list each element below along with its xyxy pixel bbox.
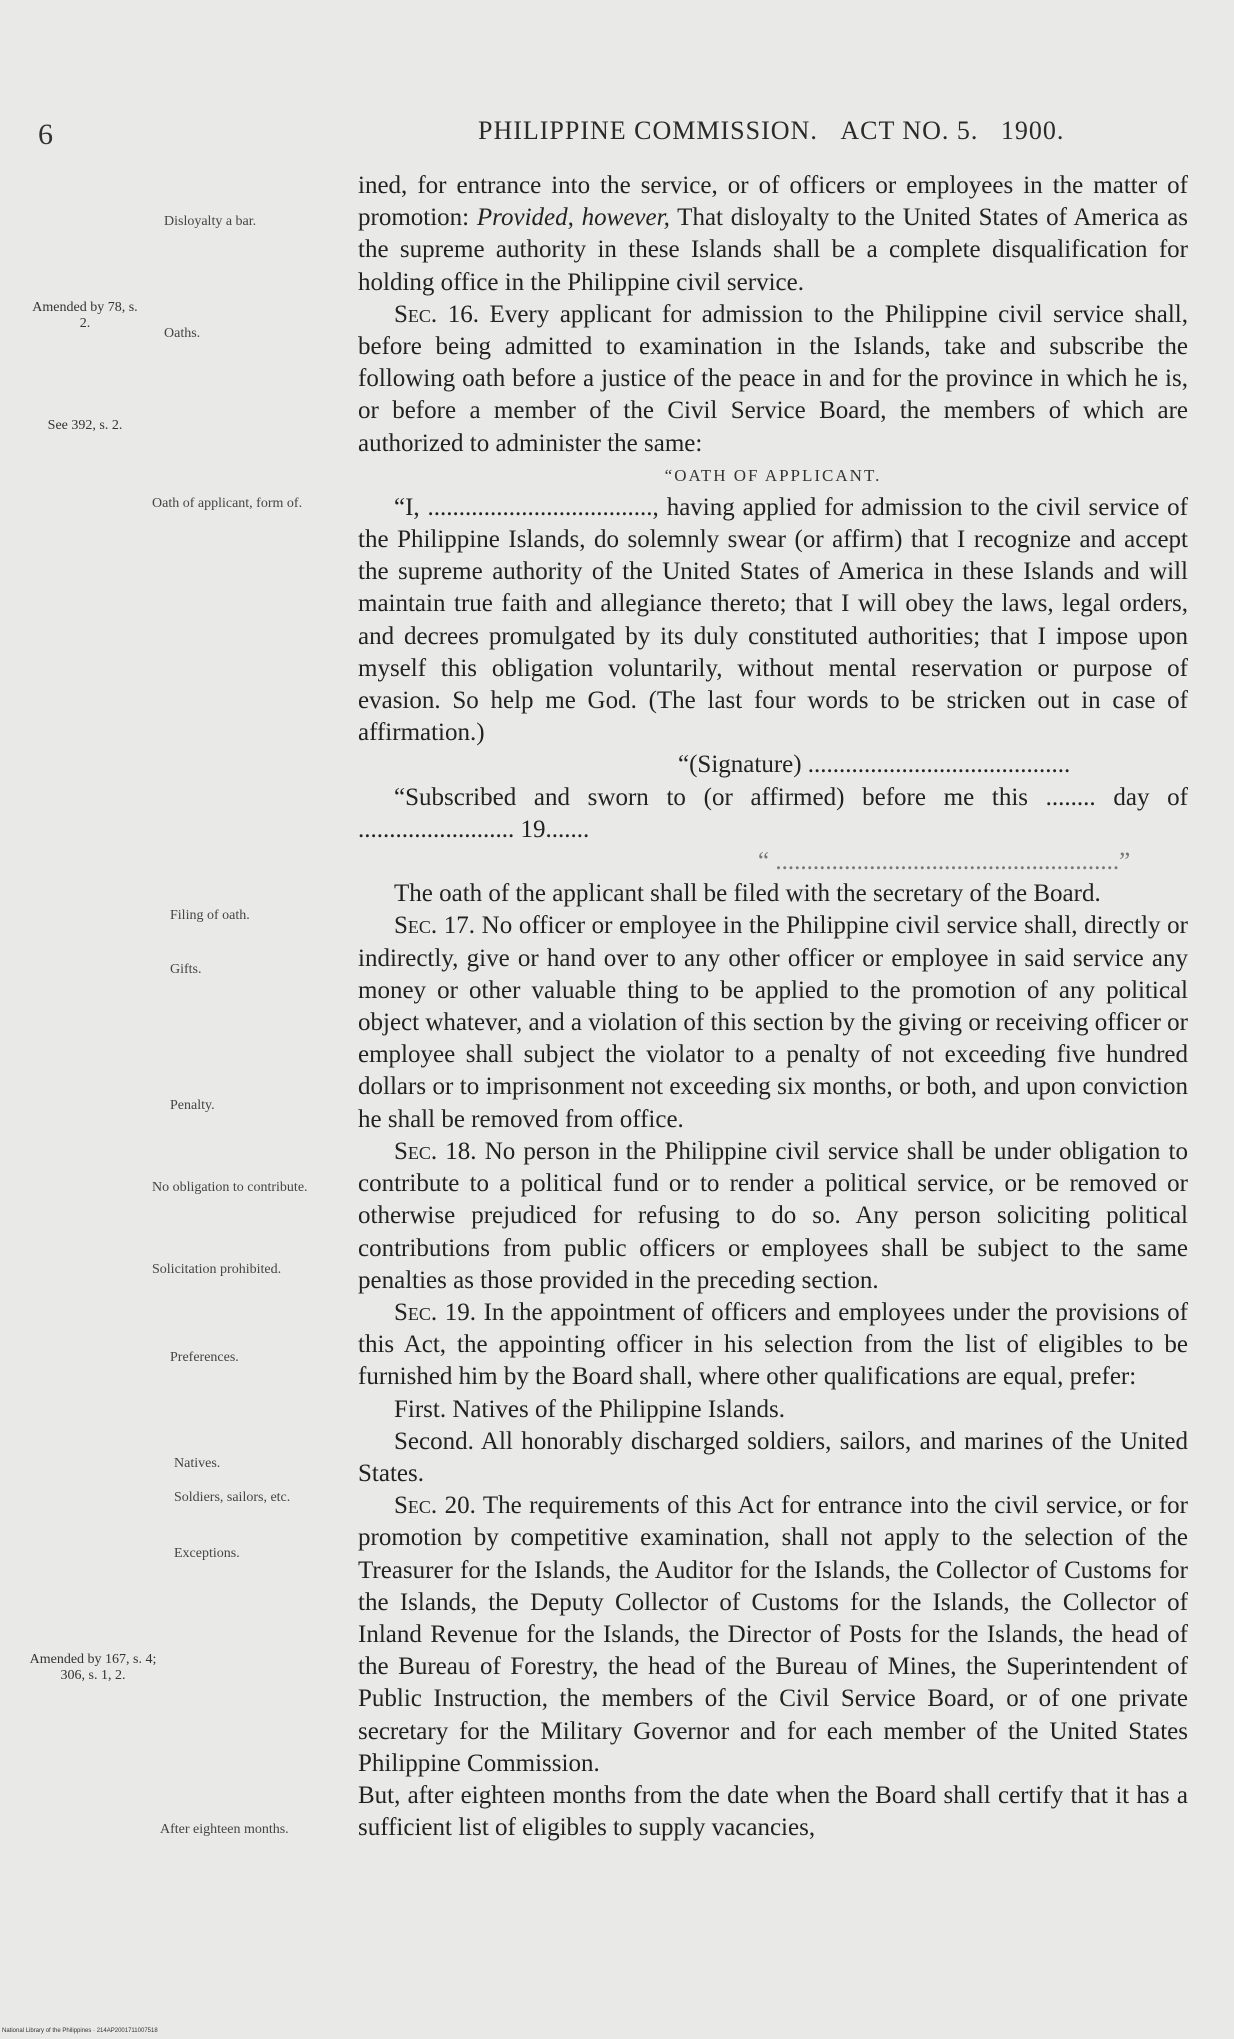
running-header — [478, 116, 1078, 146]
paragraph-text: That disloyalty to the United States of America as the supreme authority in these Islands shall be a complete disqualification for holding office in the Philippine civil service. — [358, 204, 1189, 296]
side-note-soldiers: Soldiers, sailors, etc. — [174, 1490, 291, 1505]
oath-heading: “OATH OF APPLICANT. — [664, 465, 882, 485]
blank-signature-line: “ .......................................................” — [758, 848, 1131, 876]
page-number: 6 — [38, 118, 53, 151]
side-note-gifts: Gifts. — [170, 962, 202, 977]
section-text: In the appointment of officers and employees under the provisions of this Act, the appointing officer in his selection from the list of eligibles to be furnished him by the Board shall, where other qualifications are equal, prefer: — [358, 1298, 1189, 1391]
paragraph-text: ined, for entrance into the service, or of officers or employees in the matter of promotion: — [358, 172, 1188, 232]
margin-note-see-392: See 392, s. 2. — [47, 418, 123, 433]
side-note-oaths: Oaths. — [164, 326, 201, 341]
side-note-natives: Natives. — [174, 1456, 221, 1471]
act-year: 1900. — [1000, 116, 1065, 145]
act-number: ACT NO. 5. — [840, 116, 979, 145]
section-19 — [358, 1297, 1188, 1394]
section-text: No officer or employee in the Philippine civil service shall, directly or indirectly, give or hand over to any other officer or employee in said service any money or other valuable thing to be applied to the promotion of any political object whatever, and a violation of this section by the giving or receiving officer or employee shall subject the violator to a penalty of not exceeding five hundred dollars or to imprisonment not exceeding six months, or both, and upon conviction he shall be removed from office. — [358, 912, 1188, 1133]
margin-note-amended-78: Amended by 78, s. 2. — [32, 300, 138, 331]
section-label: Sec. 16. — [394, 300, 479, 328]
paragraph-continuation — [358, 170, 1188, 299]
side-note-oath-form: Oath of applicant, form of. — [152, 496, 303, 511]
preference-second: Second. All honorably discharged soldiers, sailors, and marines of the United States. — [358, 1427, 1188, 1487]
side-note-penalty: Penalty. — [170, 1098, 215, 1113]
section-text: No person in the Philippine civil service shall be under obligation to contribute to a political fund or to render a political service, or be removed or otherwise prejudiced for refusing to do so. Any person soliciting political contributions from public officers or employees shall be subject to the same penalties as those provided in the preceding section. — [358, 1137, 1188, 1294]
after-eighteen-paragraph: But, after eighteen months from the date when the Board shall certify that it has a sufficient list of eligibles to supply vacancies, — [358, 1781, 1188, 1842]
section-text: Every applicant for admission to the Philippine civil service shall, before being admitted to examination in the Islands, take and subscribe the following oath before a justice of the peace in and for the province in which he is, or before a member of the Civil Service Board, the members of which are authorized to administer the same: — [358, 300, 1189, 457]
body-text — [358, 170, 1188, 1844]
section-label: Sec. 20. — [394, 1492, 476, 1520]
subscribed-line: “Subscribed and sworn to (or affirmed) before me this ........ day of ......................... 19....... — [358, 783, 1188, 843]
scan-credit: National Library of the Philippines · 214AP2001711007518 — [2, 2028, 158, 2034]
section-18 — [358, 1136, 1188, 1297]
side-note-after-eighteen: After eighteen months. — [160, 1822, 289, 1837]
proviso-italic: Provided, however, — [476, 204, 670, 232]
filing-paragraph: The oath of the applicant shall be filed with the secretary of the Board. — [394, 880, 1101, 908]
side-note-exceptions: Exceptions. — [174, 1546, 240, 1561]
section-20 — [358, 1490, 1188, 1780]
side-note-solicitation: Solicitation prohibited. — [152, 1262, 282, 1277]
oath-text: “I, ...................................., having applied for admission to the civil service of the Philippine Islands, do solemnly swear (or affirm) that I recognize and accept the supreme authority of the United States of America in these Islands and will maintain true faith and allegiance thereto; that I will obey the laws, legal orders, and decrees promulgated by its duly constituted authorities; that I impose upon myself this obligation voluntarily, without mental reservation or purpose of evasion. So help me God. (The last four words to be stricken out in case of affirmation.) — [358, 493, 1188, 747]
section-label: Sec. 18. — [394, 1137, 477, 1165]
side-note-no-obligation: No obligation to contribute. — [152, 1180, 308, 1195]
section-text: The requirements of this Act for entrance into the civil service, or for promotion by competitive examination, shall not apply to the selection of the Treasurer for the Islands, the Auditor for the Islands, the Collector of Customs for the Islands, the Deputy Collector of Customs for the Islands, the Collector of Inland Revenue for the Islands, the Director of Posts for the Islands, the head of the Bureau of Forestry, the head of the Bureau of Mines, the Superintendent of Public Instruction, the members of the Civil Service Board, or of one private secretary for the Military Governor and for each member of the United States Philippine Commission. — [358, 1492, 1188, 1777]
section-17 — [358, 910, 1188, 1135]
section-label: Sec. 19. — [394, 1298, 476, 1326]
side-note-disloyalty: Disloyalty a bar. — [164, 214, 257, 229]
signature-line: “(Signature) .......................................... — [678, 751, 1071, 779]
side-note-preferences: Preferences. — [170, 1350, 239, 1365]
margin-note-amended-167: Amended by 167, s. 4; 306, s. 1, 2. — [29, 1652, 157, 1683]
running-title: PHILIPPINE COMMISSION. — [478, 116, 818, 145]
preference-first: First. Natives of the Philippine Islands. — [394, 1395, 785, 1423]
section-label: Sec. 17. — [394, 912, 476, 940]
section-16 — [358, 299, 1188, 460]
side-note-filing: Filing of oath. — [170, 908, 250, 923]
